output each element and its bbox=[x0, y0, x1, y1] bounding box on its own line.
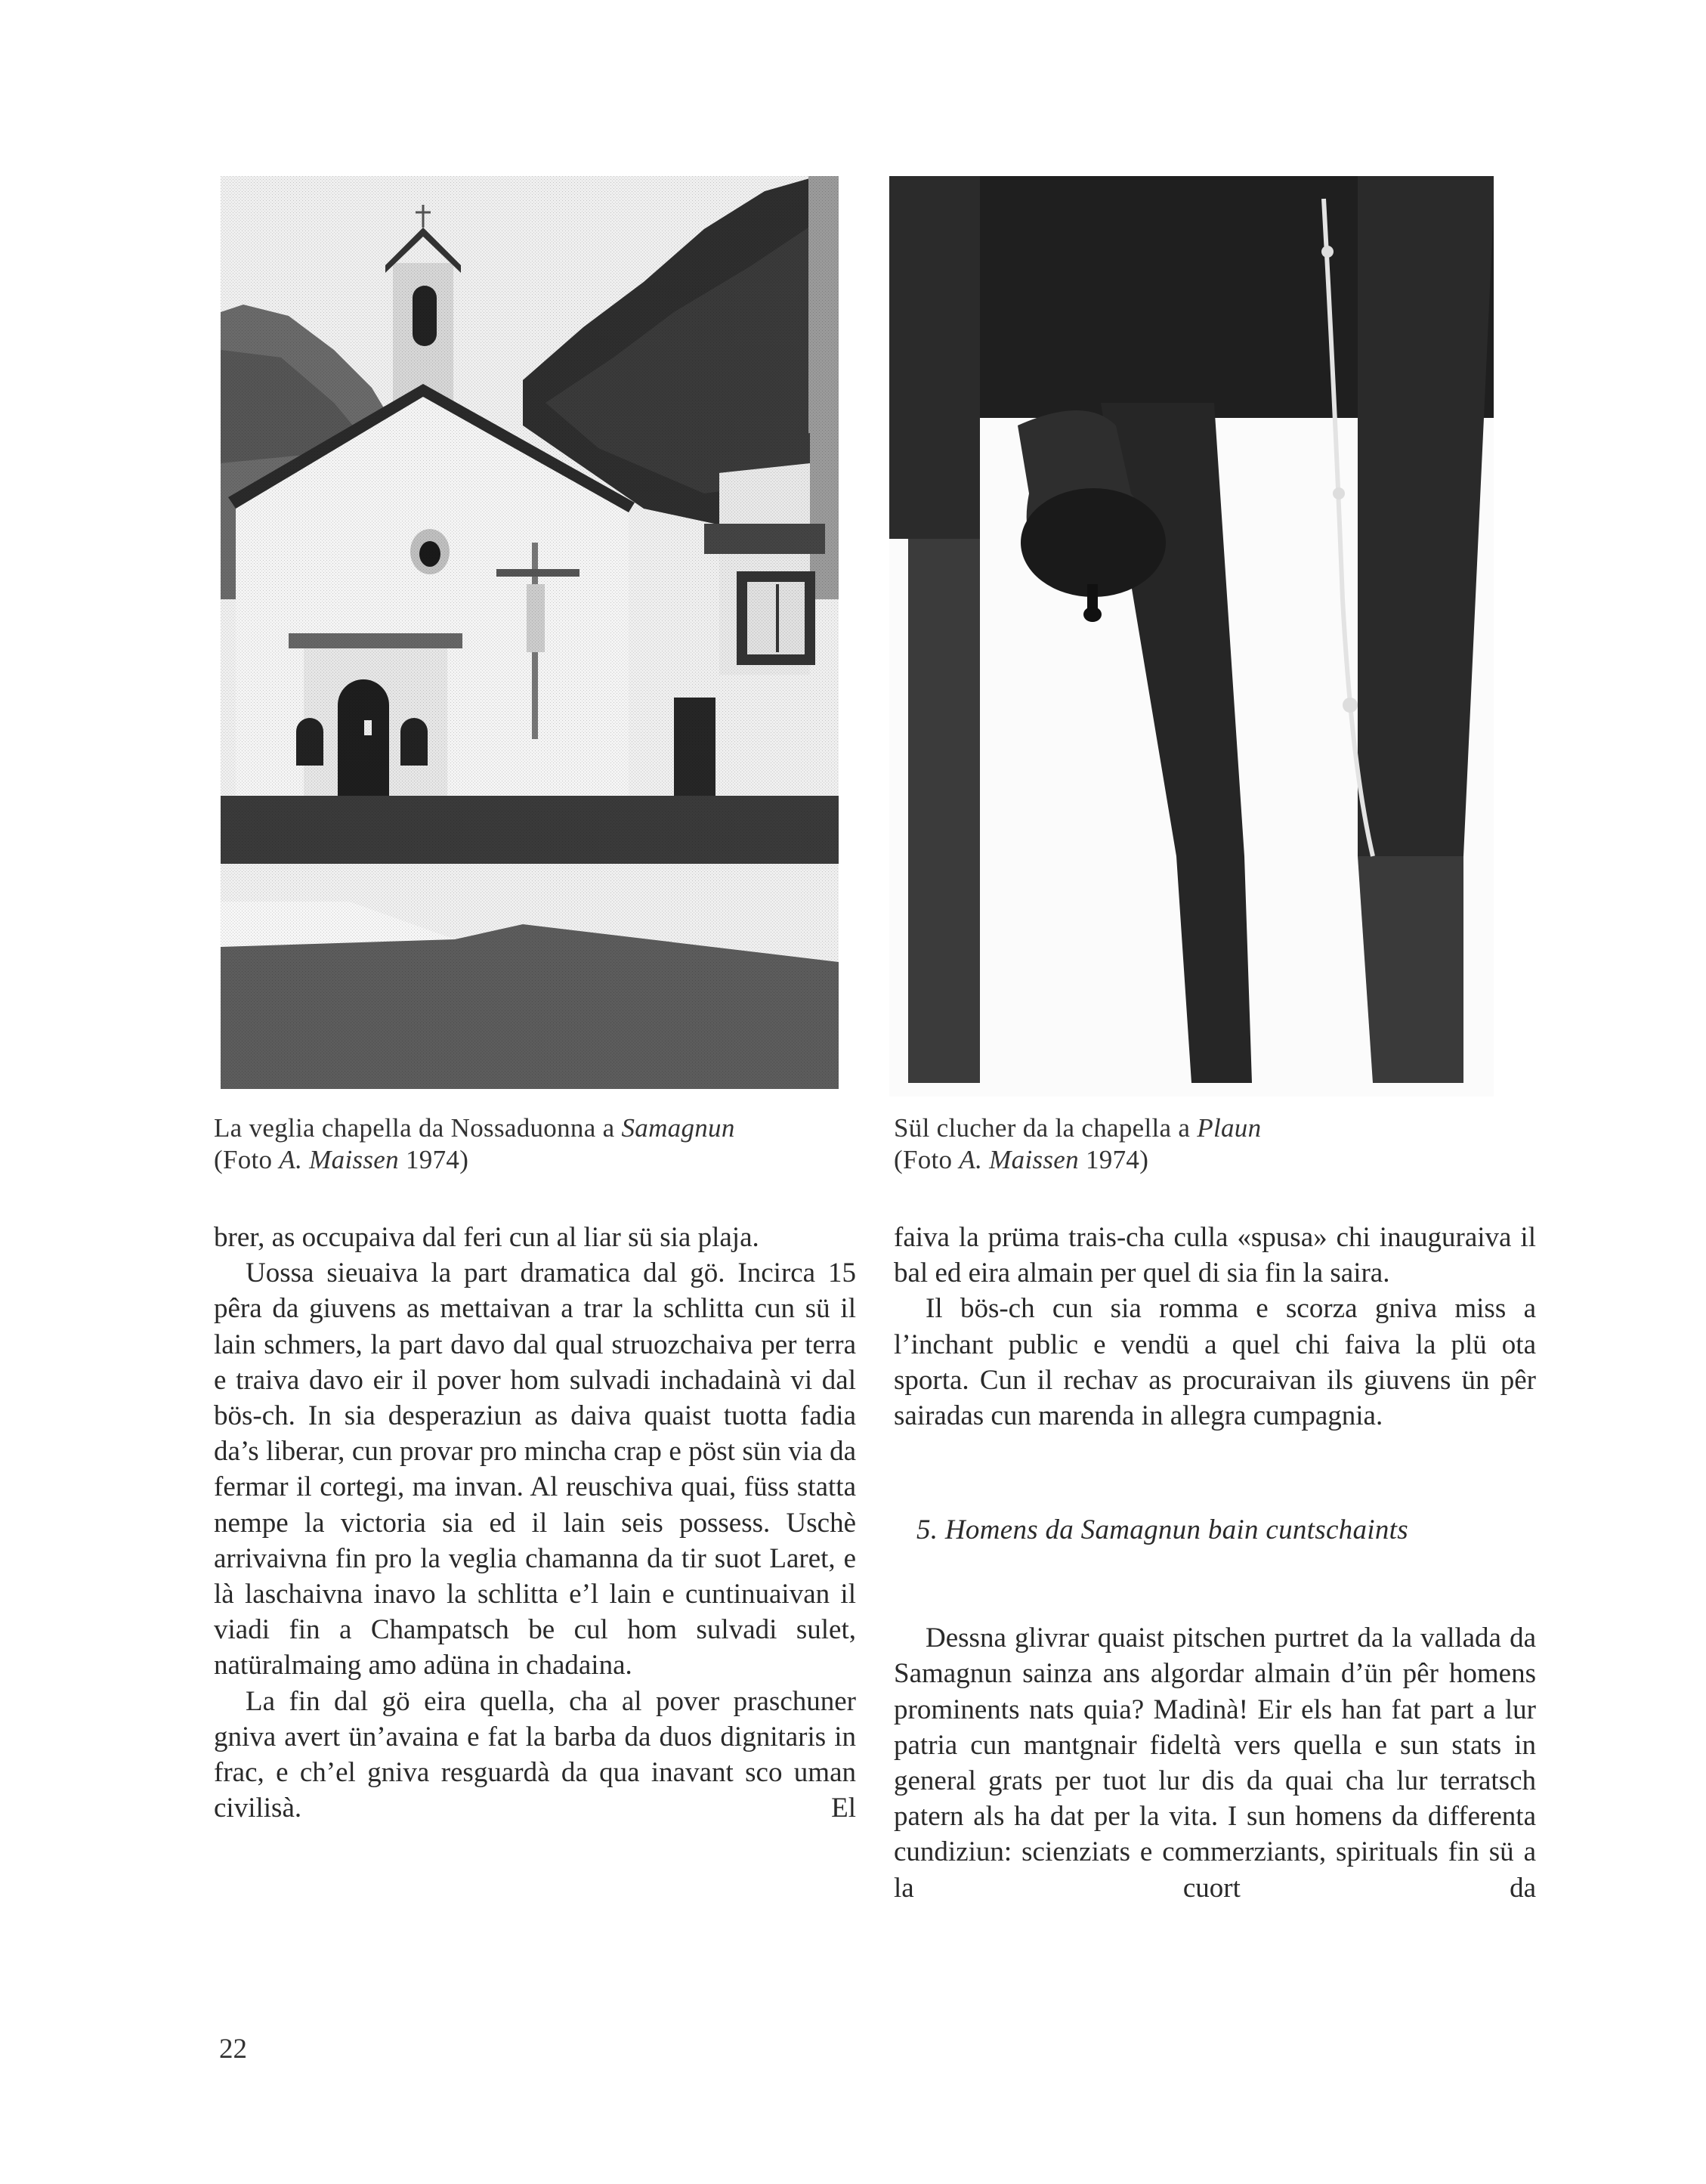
caption-place: Plaun bbox=[1197, 1113, 1262, 1143]
figure-caption-right bbox=[894, 1112, 1528, 1176]
paragraph: Uossa sieuaiva la part dramatica dal gö. Incirca 15 pêra da giuvens as mettaivan a trar la schlitta cun sü il lain schmers, la part davo dal qual struozchaiva per terra e traiva davo eir il pover hom sulvadi inchadainà vi dal bös-ch. In sia desperaziun as daiva quaist tuotta fadia da’s liberar, cun provar pro mincha crap e pöst sün via da fermar il cortegi, ma invan. Al reuschiva quai, füss statta nempe la victoria sia ed il lain seis possess. Uschè arrivaivna fin pro la veglia chamanna da tir suot Laret, e là laschaivna inavo la schlitta e’l lain e cuntinuaivan il viadi fin a Champatsch be cul hom sulvadi sulet, natüralmaing amo adüna in chadaina. bbox=[214, 1258, 856, 1681]
paragraph: Dessna glivrar quaist pitschen purtret da la vallada da Samagnun sainza ans algordar almain d’ün pêr homens prominents nats quia? Madinà! Eir els han fat part a lur patria cun mantgnair fideltà vers quella e sun stats in general grats per tuot lur dis da quai cha lur terratsch patern als ha dat per la vita. I sun homens da differenta cundiziun: scienziats e commerziants, spirituals fin sü a la cuort da bbox=[894, 1623, 1536, 1904]
paragraph: faiva la prüma trais-cha culla «spusa» chi inauguraiva il bal ed eira almain per quel di sia fin la saira. bbox=[894, 1222, 1536, 1289]
caption-photographer: A. Maissen bbox=[959, 1145, 1079, 1174]
bell-image bbox=[889, 176, 1494, 1097]
caption-place: Samagnun bbox=[621, 1113, 735, 1143]
text-column-right bbox=[894, 1220, 1536, 1906]
text-column-left bbox=[214, 1220, 856, 1826]
figure-caption-left bbox=[214, 1112, 848, 1176]
bell-photo bbox=[889, 176, 1494, 1097]
section-heading: 5. Homens da Samagnun bain cuntschaints bbox=[916, 1514, 1408, 1546]
caption-line-1: La veglia chapella da Nossaduonna a Samagnun bbox=[214, 1113, 735, 1143]
caption-line-2: (Foto A. Maissen 1974) bbox=[214, 1145, 469, 1174]
paragraph: La fin dal gö eira quella, cha al pover praschuner gniva avert ün’avaina e fat la barba da duos dignitaris in frac, e ch’el gniva resguardà da qua inavant sco uman civilisà. El bbox=[214, 1685, 856, 1824]
page-number: 22 bbox=[219, 2034, 247, 2065]
caption-photographer: A. Maissen bbox=[279, 1145, 399, 1174]
paragraph: Il bös-ch cun sia romma e scorza gniva miss a l’inchant public e vendü a quel chi faiva la plü ota sporta. Cun il rechav as procuraivan ils giuvens ün pêr sairadas cun marenda in allegra cumpagnia. bbox=[894, 1293, 1536, 1432]
caption-line-2: (Foto A. Maissen 1974) bbox=[894, 1145, 1149, 1174]
paragraph: brer, as occupaiva dal feri cun al liar sü sia plaja. bbox=[214, 1222, 759, 1253]
chapel-photo bbox=[221, 176, 839, 1089]
caption-line-1: Sül clucher da la chapella a Plaun bbox=[894, 1113, 1262, 1143]
chapel-image bbox=[221, 176, 839, 1089]
